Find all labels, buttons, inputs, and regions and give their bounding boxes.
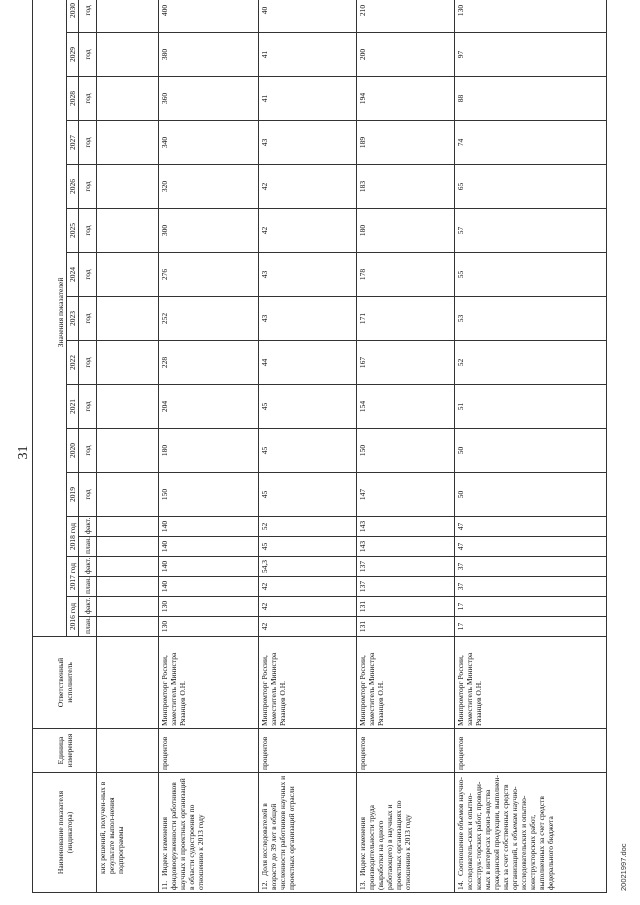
value-cell: 252	[159, 297, 259, 341]
header-year-2026: 2026	[67, 165, 79, 209]
table-row	[259, 0, 357, 893]
value-cell: 143	[357, 517, 455, 537]
header-year-unit: год	[79, 429, 97, 473]
value-cell: 43	[259, 253, 357, 297]
value-cell: 37	[455, 557, 607, 577]
value-cell: 360	[159, 77, 259, 121]
unit-cell: процентов	[159, 729, 259, 773]
value-cell: 154	[357, 385, 455, 429]
header-year-unit: год	[79, 297, 97, 341]
value-cell: 140	[159, 517, 259, 537]
unit-cell: процентов	[259, 729, 357, 773]
value-cell: 41	[259, 33, 357, 77]
header-year-unit: год	[79, 121, 97, 165]
header-year-unit: год	[79, 473, 97, 517]
value-cell: 40	[259, 0, 357, 33]
value-cell: 17	[455, 617, 607, 637]
value-cell: 47	[455, 517, 607, 537]
indicators-table	[32, 0, 607, 893]
value-cell: 45	[259, 385, 357, 429]
header-year-unit: год	[79, 253, 97, 297]
value-cell: 178	[357, 253, 455, 297]
header-unit: Единица измерения	[33, 729, 97, 773]
header-year-2020: 2020	[67, 429, 79, 473]
value-cell: 194	[357, 77, 455, 121]
header-responsible: Ответственный исполнитель	[33, 637, 97, 729]
value-cell: 52	[259, 517, 357, 537]
value-cell: 130	[159, 597, 259, 617]
value-cell: 130	[159, 617, 259, 637]
table-row	[455, 0, 607, 893]
header-values-group: Значения показателей	[33, 0, 67, 637]
header-plan-2017: план.	[79, 577, 97, 597]
responsible-cell: Минпромторг России, заместитель Министра Рязанцев О.Н.	[357, 637, 455, 729]
unit-cell: процентов	[455, 729, 607, 773]
value-cell: 57	[455, 209, 607, 253]
value-cell: 53	[455, 297, 607, 341]
footer-filename: 20021997.doc	[619, 843, 628, 891]
value-cell: 150	[357, 429, 455, 473]
header-year-2028: 2028	[67, 77, 79, 121]
value-cell: 45	[259, 429, 357, 473]
header-year-2024: 2024	[67, 253, 79, 297]
value-cell: 42	[259, 617, 357, 637]
value-cell: 51	[455, 385, 607, 429]
value-cell: 167	[357, 341, 455, 385]
header-year-2025: 2025	[67, 209, 79, 253]
indicator-name: Доля исследователей в возрасте до 39 лет в общей численности работников научных и проектных организаций отрасли	[260, 775, 296, 890]
continuation-row	[97, 0, 159, 893]
indicator-name: Индекс изменения производительности труда (выработки на одного работающего) в научных и проектных организациях по отношению к 2013 году	[358, 800, 412, 890]
value-cell: 50	[455, 473, 607, 517]
row-number: 12.	[260, 880, 269, 890]
value-cell: 400	[159, 0, 259, 33]
value-cell: 150	[159, 473, 259, 517]
header-year-2029: 2029	[67, 33, 79, 77]
value-cell: 143	[357, 537, 455, 557]
header-year-2018: 2018 год	[67, 517, 79, 557]
value-cell: 189	[357, 121, 455, 165]
value-cell: 228	[159, 341, 259, 385]
header-year-2021: 2021	[67, 385, 79, 429]
value-cell: 204	[159, 385, 259, 429]
value-cell: 180	[159, 429, 259, 473]
value-cell: 140	[159, 557, 259, 577]
responsible-cell: Минпромторг России, заместитель Министра Рязанцев О.Н.	[159, 637, 259, 729]
value-cell: 137	[357, 557, 455, 577]
header-fact-2017: факт.	[79, 557, 97, 577]
value-cell: 55	[455, 253, 607, 297]
header-name: Наименование показателя (индикатора)	[33, 773, 97, 893]
header-fact-2016: факт.	[79, 597, 97, 617]
value-cell: 147	[357, 473, 455, 517]
header-year-2022: 2022	[67, 341, 79, 385]
unit-cell: процентов	[357, 729, 455, 773]
page-number: 31	[16, 445, 31, 460]
value-cell: 131	[357, 597, 455, 617]
continuation-text: ких решений, получен-ных в результате выпол-нения подпрограммы	[98, 781, 125, 874]
header-year-2027: 2027	[67, 121, 79, 165]
header-year-2017: 2017 год	[67, 557, 79, 597]
value-cell: 97	[455, 33, 607, 77]
header-fact-2018: факт.	[79, 517, 97, 537]
value-cell: 65	[455, 165, 607, 209]
value-cell: 140	[159, 537, 259, 557]
value-cell: 42	[259, 597, 357, 617]
header-year-unit: год	[79, 0, 97, 33]
value-cell: 183	[357, 165, 455, 209]
value-cell: 54,3	[259, 557, 357, 577]
value-cell: 137	[357, 577, 455, 597]
value-cell: 52	[455, 341, 607, 385]
value-cell: 200	[357, 33, 455, 77]
value-cell: 42	[259, 165, 357, 209]
row-number: 13.	[358, 880, 367, 890]
value-cell: 74	[455, 121, 607, 165]
value-cell: 41	[259, 77, 357, 121]
table-row	[159, 0, 259, 893]
value-cell: 171	[357, 297, 455, 341]
value-cell: 180	[357, 209, 455, 253]
header-year-unit: год	[79, 209, 97, 253]
header-year-2019: 2019	[67, 473, 79, 517]
value-cell: 340	[159, 121, 259, 165]
value-cell: 130	[455, 0, 607, 33]
header-year-unit: год	[79, 77, 97, 121]
value-cell: 140	[159, 577, 259, 597]
value-cell: 320	[159, 165, 259, 209]
header-year-unit: год	[79, 165, 97, 209]
header-year-2016: 2016 год	[67, 597, 79, 637]
value-cell: 44	[259, 341, 357, 385]
row-number: 11.	[160, 880, 169, 890]
header-plan-2016: план.	[79, 617, 97, 637]
value-cell: 210	[357, 0, 455, 33]
responsible-cell: Минпромторг России, заместитель Министра Рязанцев О.Н.	[455, 637, 607, 729]
value-cell: 43	[259, 297, 357, 341]
value-cell: 380	[159, 33, 259, 77]
header-year-2030: 2030	[67, 0, 79, 33]
value-cell: 131	[357, 617, 455, 637]
value-cell: 45	[259, 537, 357, 557]
value-cell: 47	[455, 537, 607, 557]
value-cell: 300	[159, 209, 259, 253]
header-plan-2018: план.	[79, 537, 97, 557]
value-cell: 276	[159, 253, 259, 297]
value-cell: 42	[259, 577, 357, 597]
table-row	[357, 0, 455, 893]
header-year-unit: год	[79, 33, 97, 77]
header-year-unit: год	[79, 385, 97, 429]
indicator-name: Индекс изменения фондовооруженности работников научных и проектных организаций в области судостроения по отношению к 2013 году	[160, 778, 205, 890]
value-cell: 45	[259, 473, 357, 517]
header-year-2023: 2023	[67, 297, 79, 341]
value-cell: 50	[455, 429, 607, 473]
value-cell: 37	[455, 577, 607, 597]
indicator-name: Соотношение объемов научно-исследователь-ских и опытно-конструк-торских работ, проводи-мых в интересах произ-водства гражданской продукции, выполнен-ных за счет собственных средств организаций, к объемам научно-исследовательских и опытно-конструкторских работ, выполненных за счет средств федерального бюджета	[456, 775, 555, 890]
header-year-unit: год	[79, 341, 97, 385]
row-number: 14.	[456, 880, 465, 890]
responsible-cell: Минпромторг России, заместитель Министра Рязанцев О.Н.	[259, 637, 357, 729]
value-cell: 88	[455, 77, 607, 121]
value-cell: 43	[259, 121, 357, 165]
value-cell: 42	[259, 209, 357, 253]
value-cell: 17	[455, 597, 607, 617]
